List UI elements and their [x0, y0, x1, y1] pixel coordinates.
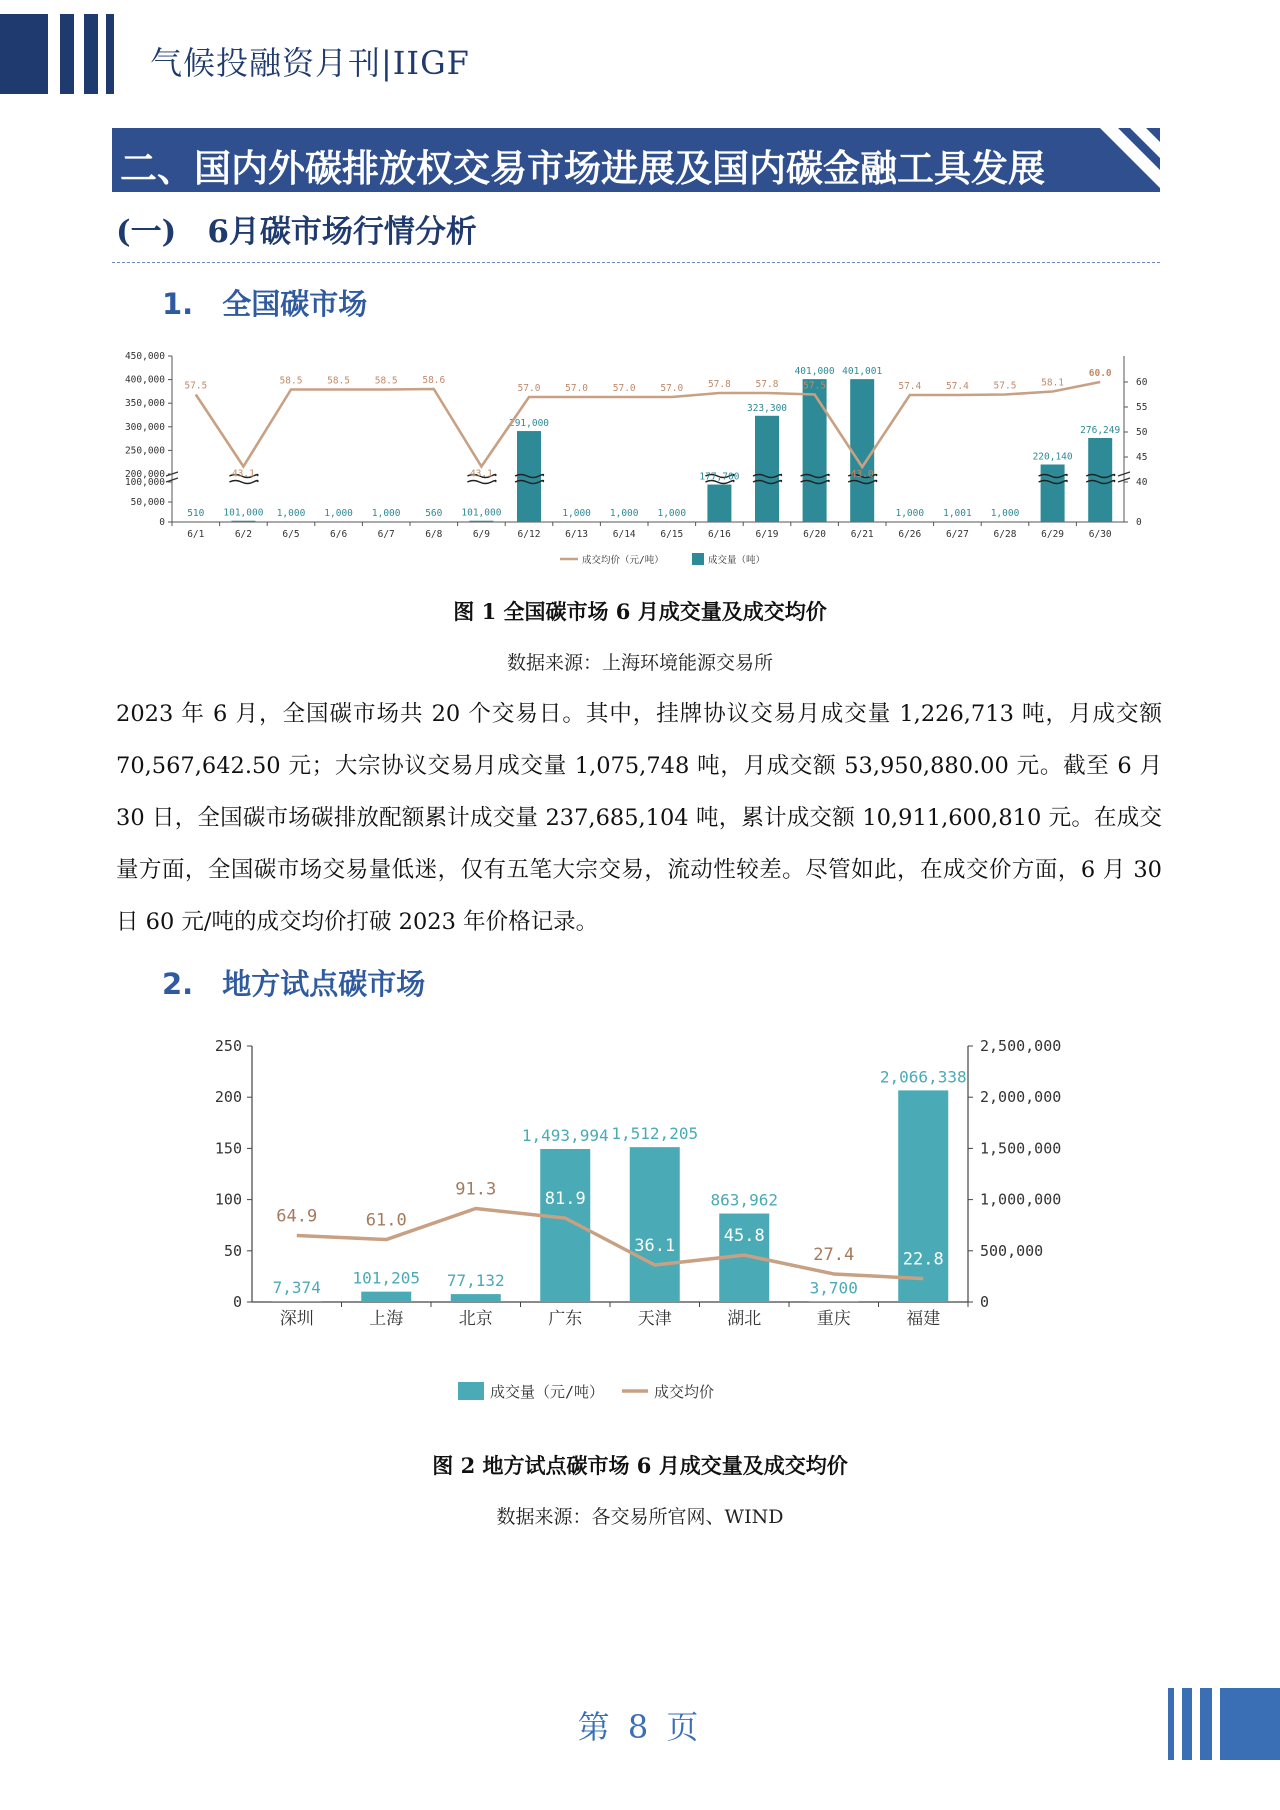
x-tick-label: 6/5: [282, 529, 300, 540]
price-data-label: 58.5: [374, 375, 398, 387]
volume-data-label: 276,249: [1080, 425, 1121, 437]
x-tick-label: 6/6: [330, 529, 348, 540]
x-tick-label: 6/15: [660, 529, 684, 540]
price-data-label: 61.0: [365, 1210, 407, 1231]
y-tick-label-left: 150: [214, 1139, 242, 1158]
volume-data-label: 1,000: [324, 508, 353, 519]
y-tick-label-left: 450,000: [124, 351, 165, 362]
price-data-label: 36.1: [634, 1236, 676, 1257]
volume-bar: [1041, 464, 1065, 522]
volume-data-label: 1,512,205: [611, 1124, 699, 1144]
x-tick-label: 6/30: [1088, 529, 1112, 540]
x-tick-label: 6/28: [993, 529, 1017, 540]
volume-data-label: 1,000: [609, 508, 639, 519]
x-tick-label: 福建: [906, 1309, 941, 1329]
volume-data-label: 1,493,994: [521, 1126, 609, 1146]
y-tick-label-right: 40: [1136, 477, 1148, 488]
y-tick-label-left: 300,000: [124, 421, 165, 433]
x-tick-label: 6/19: [755, 529, 779, 540]
y-tick-label-right: 0: [980, 1293, 990, 1311]
y-tick-label-left: 0: [232, 1293, 242, 1311]
x-tick-label: 6/7: [377, 529, 395, 540]
y-tick-label-right: 1,500,000: [980, 1139, 1062, 1158]
y-tick-label-left: 0: [159, 517, 165, 528]
price-data-label: 57.8: [755, 379, 779, 390]
footer-stripe: [1182, 1688, 1192, 1760]
x-tick-label: 天津: [637, 1309, 672, 1329]
volume-data-label: 1,000: [562, 508, 591, 519]
x-tick-label: 湖北: [727, 1309, 762, 1329]
x-tick-label: 6/27: [945, 529, 969, 540]
volume-bar: [231, 521, 255, 522]
header-stripe-logo: [0, 14, 48, 94]
footer-stripe: [1200, 1688, 1212, 1760]
paragraph-text: 2023 年 6 月，全国碳市场共 20 个交易日。其中，挂牌协议交易月成交量 1,226,713 吨，月成交额 70,567,642.50 元；大宗协议交易月成交量 1,075,748 吨，月成交额 53,950,880.00 元。截至 6 月 30 日，全国碳市场碳排放配额累计成交量 237,685,104 吨，累计成交额 10,911,600,810 元。在成交量方面，全国碳市场交易量低迷，仅有五笔大宗交易，流动性较差。尽管如此，在成交价方面，6 月 30 日 60 元/吨的成交均价打破 2023 年价格记录。: [116, 701, 1162, 935]
legend-swatch-volume: [458, 1382, 484, 1400]
x-tick-label: 6/1: [187, 529, 205, 540]
price-data-label: 57.4: [898, 381, 922, 392]
y-tick-label-right: 45: [1136, 452, 1148, 463]
volume-data-label: 863,962: [710, 1190, 778, 1210]
figure-1-caption: 图 1 全国碳市场 6 月成交量及成交均价: [453, 599, 827, 624]
x-tick-label: 6/13: [565, 529, 589, 540]
x-tick-label: 6/21: [850, 529, 874, 540]
y-tick-label-left: 200,000: [124, 469, 165, 480]
chart-national-carbon-market: [112, 334, 1172, 584]
y-tick-label-left: 250: [214, 1037, 242, 1055]
volume-data-label: 401,000: [794, 366, 835, 378]
x-tick-label: 6/29: [1041, 529, 1065, 540]
x-tick-label: 上海: [369, 1309, 404, 1329]
volume-bar: [755, 416, 779, 522]
x-tick-label: 6/26: [898, 529, 922, 540]
header-stripe: [60, 14, 74, 94]
divider: [112, 262, 1160, 263]
legend-label-volume: 成交量（吨）: [708, 555, 766, 566]
y-tick-label-right: 500,000: [980, 1241, 1044, 1260]
y-tick-label-right: 2,500,000: [980, 1037, 1062, 1055]
x-tick-label: 6/8: [425, 529, 443, 540]
price-data-label: 58.1: [1041, 377, 1065, 389]
volume-data-label: 401,001: [842, 366, 883, 378]
volume-bar: [451, 1294, 501, 1302]
x-tick-label: 6/12: [517, 529, 541, 540]
subsection-heading: (一) 6月碳市场行情分析: [116, 214, 477, 250]
x-tick-label: 北京: [458, 1309, 493, 1329]
figure-1-source: 数据来源：上海环境能源交易所: [506, 652, 773, 674]
price-data-label: 58.5: [279, 375, 303, 387]
x-tick-label: 6/16: [707, 529, 731, 540]
page-number: 第 8 页: [577, 1708, 703, 1746]
volume-data-label: 220,140: [1032, 451, 1073, 463]
heading-local-pilot-markets: 2. 地方试点碳市场: [162, 967, 426, 1001]
volume-bar: [630, 1147, 680, 1302]
legend-label-price: 成交均价（元/吨）: [582, 555, 664, 566]
x-tick-label: 6/2: [234, 529, 252, 540]
y-tick-label-left: 50: [223, 1241, 242, 1260]
volume-data-label: 1,000: [990, 508, 1020, 519]
y-tick-label-right: 55: [1136, 402, 1148, 413]
price-data-label: 43.1: [231, 468, 255, 480]
volume-data-label: 560: [425, 508, 443, 519]
x-tick-label: 6/9: [472, 529, 490, 540]
price-data-label: 57.0: [660, 383, 684, 394]
volume-bar: [898, 1090, 948, 1302]
price-data-label: 58.6: [422, 375, 446, 386]
volume-data-label: 291,000: [508, 418, 550, 430]
price-data-label: 27.4: [813, 1244, 855, 1265]
price-data-label: 45.8: [723, 1226, 765, 1247]
price-data-label: 57.5: [993, 380, 1017, 392]
legend-label-volume: 成交量（元/吨）: [490, 1383, 605, 1401]
volume-data-label: 177,700: [699, 471, 740, 483]
y-tick-label-left: 200: [214, 1088, 242, 1107]
x-tick-label: 广东: [548, 1309, 583, 1329]
section-title: 二、国内外碳排放权交易市场进展及国内碳金融工具发展: [120, 147, 1045, 190]
price-data-label: 57.5: [184, 380, 208, 392]
y-tick-label-right: 1,000,000: [980, 1190, 1062, 1209]
x-tick-label: 重庆: [816, 1309, 851, 1329]
y-tick-label-left: 100: [214, 1190, 242, 1209]
x-tick-label: 6/20: [803, 529, 827, 540]
y-tick-label-left: 400,000: [124, 374, 165, 386]
y-tick-label-left: 350,000: [124, 398, 165, 410]
volume-data-label: 1,000: [895, 508, 925, 519]
banner-stripes-decoration: [1100, 128, 1160, 192]
y-tick-label-left: 100,000: [124, 477, 165, 488]
y-tick-label-left: 50,000: [130, 497, 165, 508]
legend-label-price: 成交均价: [654, 1383, 715, 1401]
volume-data-label: 1,000: [276, 508, 306, 519]
volume-data-label: 101,000: [223, 507, 264, 519]
volume-data-label: 1,001: [943, 508, 972, 519]
price-data-label: 57.5: [803, 380, 827, 392]
journal-title: 气候投融资月刊|IIGF: [150, 44, 470, 82]
header-stripe: [106, 14, 114, 94]
volume-data-label: 323,300: [746, 402, 788, 414]
price-data-label: 58.5: [327, 375, 351, 387]
volume-data-label: 1,000: [657, 508, 687, 519]
footer-stripe: [1220, 1688, 1280, 1760]
x-tick-label: 6/14: [612, 529, 636, 540]
header: [0, 0, 1280, 110]
volume-data-label: 3,700: [809, 1278, 858, 1298]
y-tick-label-right: 60: [1136, 377, 1148, 388]
price-data-label: 57.0: [517, 383, 541, 394]
figure-2-source: 数据来源：各交易所官网、WIND: [496, 1506, 784, 1528]
volume-data-label: 1,000: [371, 508, 401, 519]
price-data-label: 64.9: [276, 1206, 318, 1227]
volume-data-label: 510: [187, 508, 205, 519]
volume-bar: [272, 1301, 322, 1302]
y-tick-label-right: 0: [1136, 517, 1142, 528]
price-data-label: 57.0: [612, 383, 636, 394]
volume-bar: [707, 485, 731, 522]
header-stripe: [84, 14, 98, 94]
volume-data-label: 101,000: [461, 507, 502, 519]
x-tick-label: 深圳: [279, 1309, 314, 1329]
price-data-label: 43.0: [850, 469, 874, 480]
figure-2-caption: 图 2 地方试点碳市场 6 月成交量及成交均价: [432, 1453, 848, 1478]
body-paragraph: [116, 688, 1162, 948]
volume-data-label: 101,205: [352, 1268, 420, 1288]
price-line: [196, 382, 1100, 467]
volume-bar: [361, 1292, 411, 1302]
y-tick-label-left: 250,000: [124, 445, 165, 457]
legend-swatch-volume: [692, 553, 704, 565]
price-data-label: 91.3: [455, 1179, 497, 1200]
chart-local-pilot-markets: [200, 1030, 1100, 1420]
price-data-label: 57.4: [945, 381, 969, 392]
volume-data-label: 77,132: [446, 1271, 505, 1291]
price-data-label: 57.0: [565, 383, 589, 394]
price-data-label: 57.8: [707, 379, 731, 390]
section-banner: [112, 128, 1160, 192]
price-data-label: 43.1: [469, 468, 493, 480]
volume-bar: [850, 379, 874, 522]
price-data-label: 22.8: [902, 1249, 944, 1270]
price-data-label: 81.9: [544, 1189, 586, 1210]
volume-data-label: 2,066,338: [879, 1067, 967, 1087]
footer-stripe: [1168, 1688, 1174, 1760]
heading-national-market: 1. 全国碳市场: [162, 287, 368, 321]
volume-data-label: 7,374: [272, 1278, 321, 1298]
y-tick-label-right: 2,000,000: [980, 1088, 1062, 1107]
price-data-label: 60.0: [1088, 368, 1112, 379]
volume-bar: [803, 379, 827, 522]
y-tick-label-right: 50: [1136, 427, 1148, 438]
footer-stripes: [1168, 1688, 1280, 1760]
volume-bar: [469, 521, 493, 522]
